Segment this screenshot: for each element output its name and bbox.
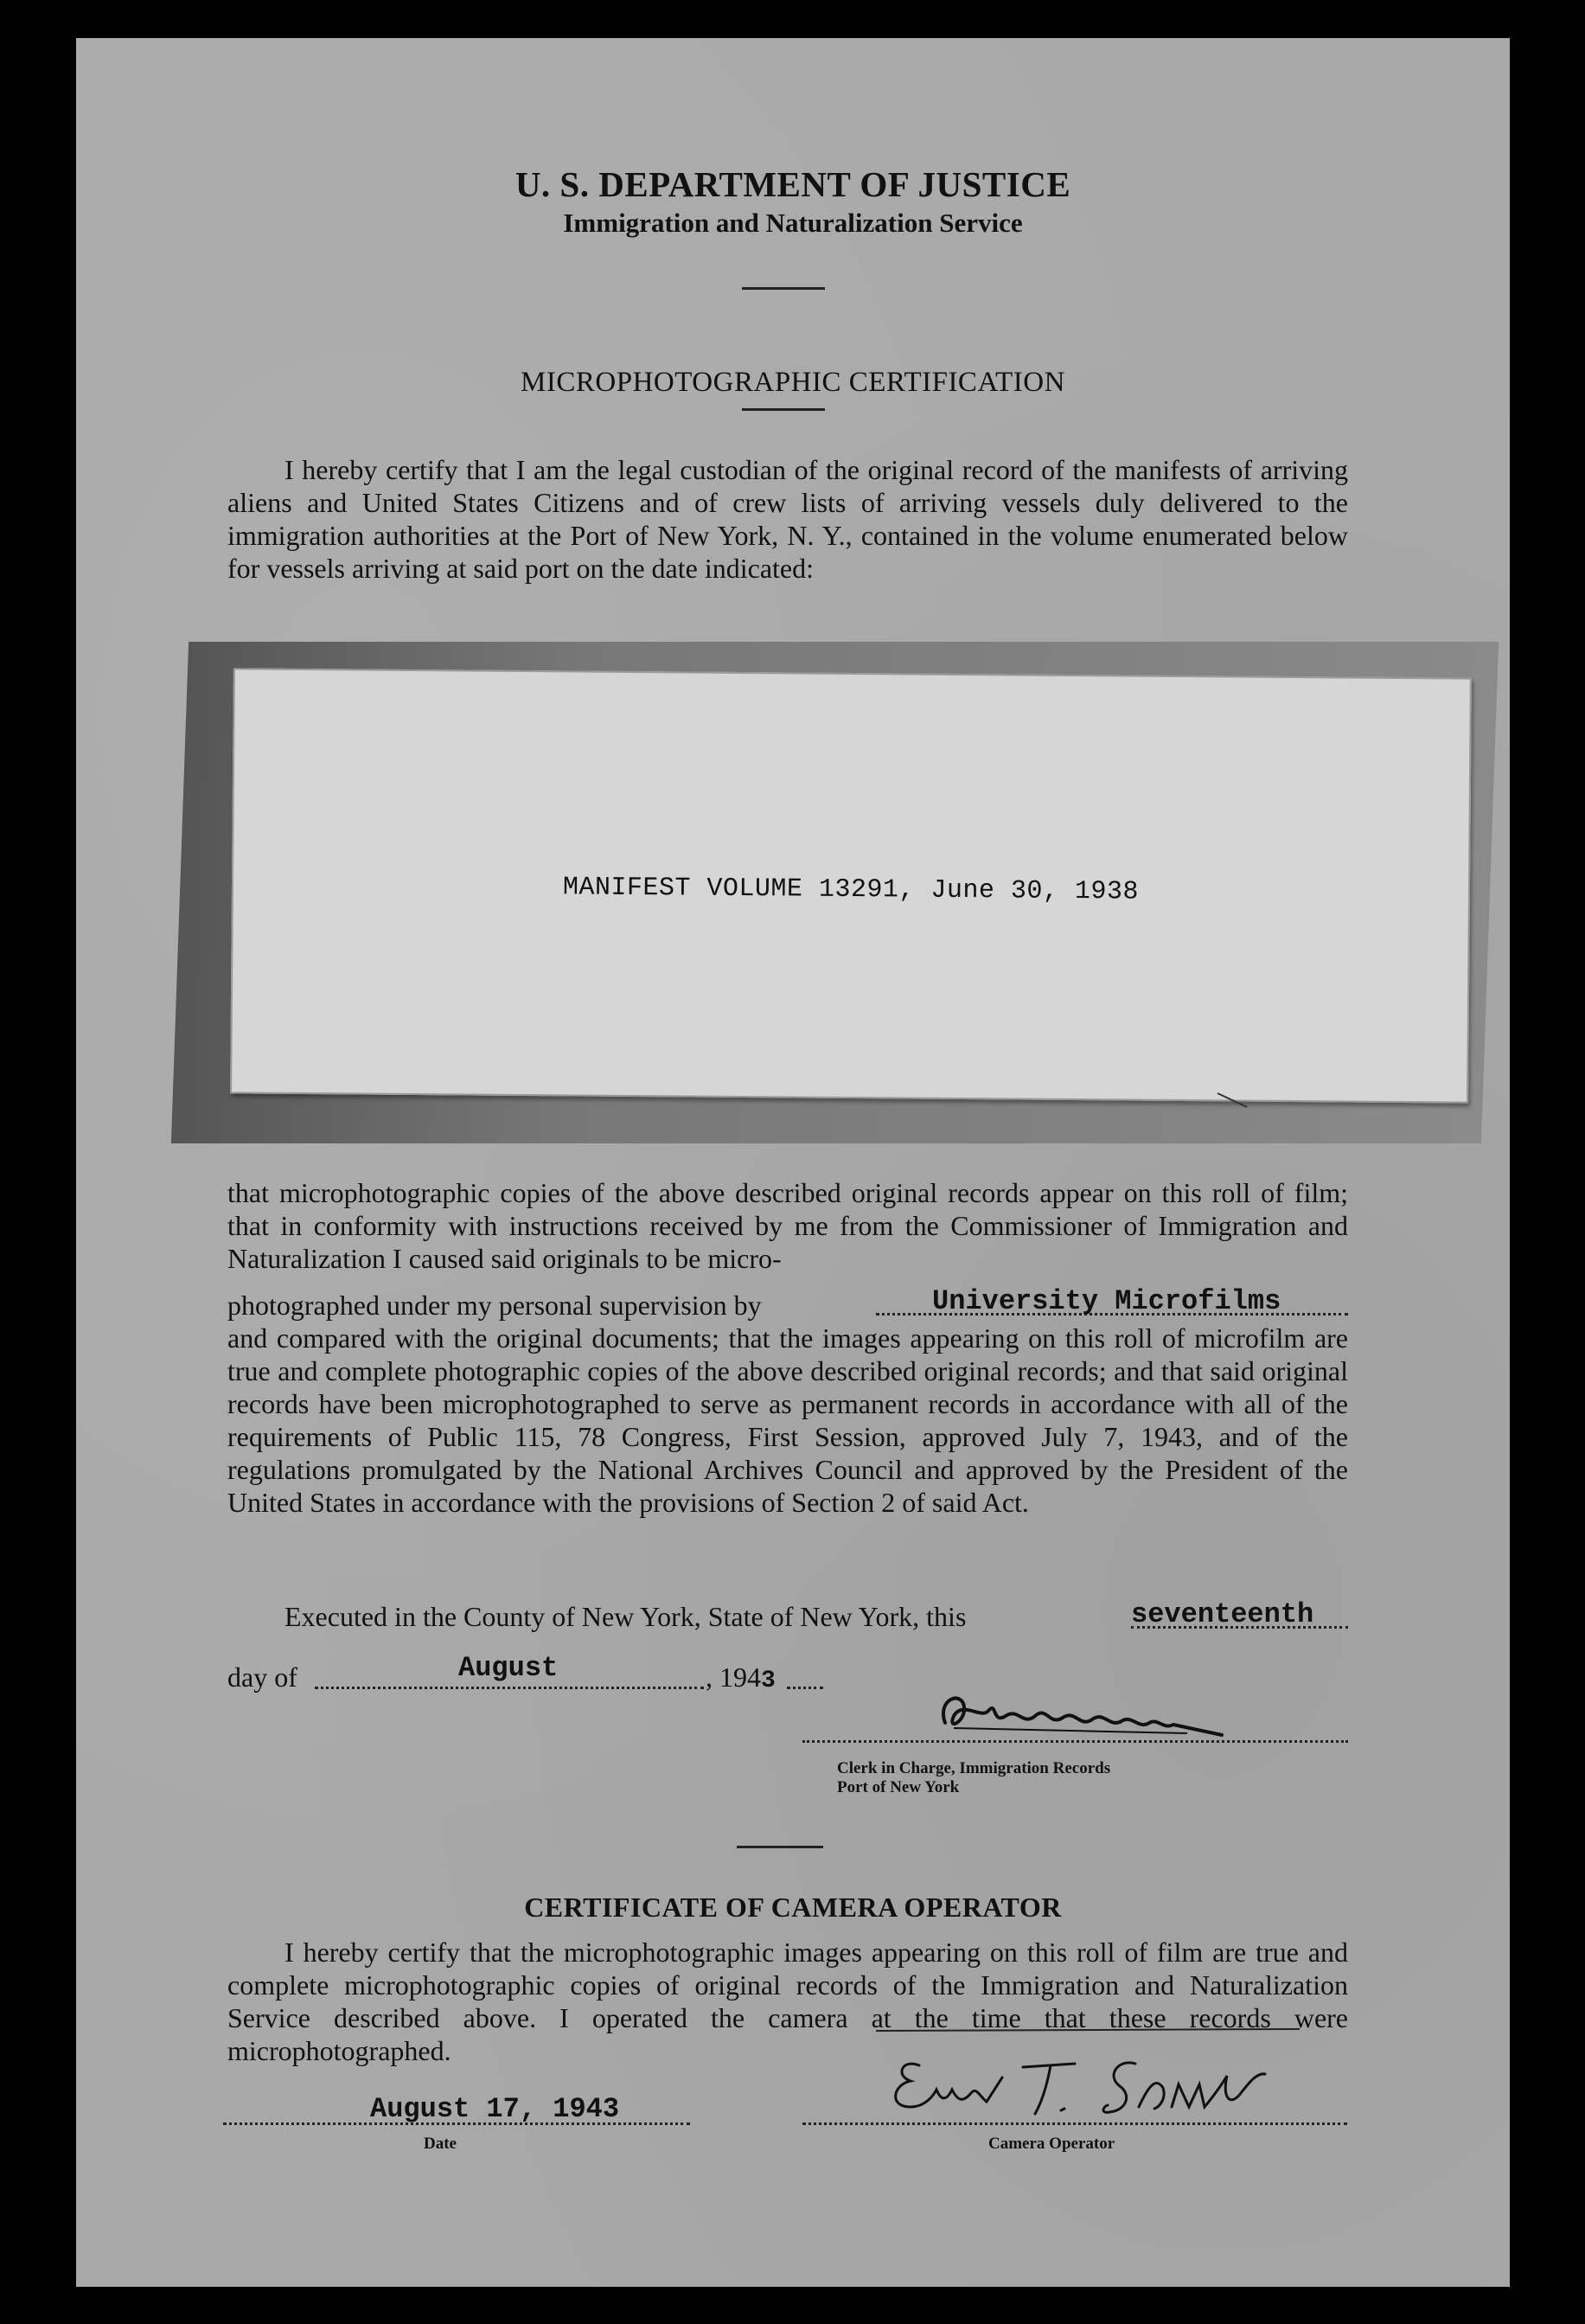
operator-heading: CERTIFICATE OF CAMERA OPERATOR <box>524 1892 1062 1923</box>
service-subtitle: Immigration and Naturalization Service <box>563 208 1023 238</box>
year-prefix: , 194 <box>706 1661 761 1693</box>
divider-rule <box>737 1846 823 1848</box>
operator-paragraph: I hereby certify that the microphotographic images appearing on this roll of film are true and complete microphotographic copies of original records of the Immigration and Naturalization Service described above. I operated the camera at the time that these records were microphotographed. <box>227 1937 1348 2066</box>
month-blank <box>315 1687 704 1689</box>
intro-paragraph: I hereby certify that I am the legal custodian of the original record of the manifests of arriving aliens and United States Citizens and of crew lists of arriving vessels duly delivered to the immigration authorities at the Port of New York, N. Y., contained in the volume enumerated below for vessels arriving at said port on the date indicated: <box>227 454 1348 584</box>
day-of-label: day of <box>227 1661 297 1693</box>
year-line <box>706 1661 776 1698</box>
photographed-by-value: University Microfilms <box>932 1285 1281 1317</box>
camera-operator-label: Camera Operator <box>988 2135 1115 2153</box>
clerk-signature-line <box>802 1740 1348 1743</box>
year-blank <box>787 1687 823 1689</box>
year-digit: 3 <box>761 1668 776 1694</box>
body-paragraph-part2: and compared with the original documents; that the images appearing on this roll of microfilm are true and complete photographic copies of the above described original records; and that said original records have been microphotographed to serve as permanent records in accordance with all of the requirements of Public 115, 78 Congress, First Session, approved July 7, 1943, and of the regulations promulgated by the National Archives Council and approved by the President of the United States in accordance with the provisions of Section 2 of said Act. <box>227 1322 1348 1518</box>
date-label: Date <box>424 2135 457 2153</box>
manifest-volume-text: MANIFEST VOLUME 13291, June 30, 1938 <box>562 873 1140 907</box>
department-title: U. S. DEPARTMENT OF JUSTICE <box>514 164 1071 204</box>
paper-crease-mark <box>1216 1092 1250 1111</box>
certificate-sheet <box>76 38 1510 2287</box>
operator-signature <box>850 2024 1317 2136</box>
signer-title-line2: Port of New York <box>837 1778 960 1796</box>
operator-signature-line <box>802 2122 1347 2125</box>
month-value: August <box>458 1652 559 1684</box>
divider-rule <box>742 408 825 411</box>
executed-prefix: Executed in the County of New York, State of New York, this <box>284 1601 967 1632</box>
certification-heading: MICROPHOTOGRAPHIC CERTIFICATION <box>521 367 1065 398</box>
signer-title-line1: Clerk in Charge, Immigration Records <box>837 1759 1111 1777</box>
divider-rule <box>742 287 825 290</box>
body-paragraph-part1: that microphotographic copies of the above described original records appear on this roll of film; that in conformity with instructions received by me from the Commissioner of Immigration and Naturalization I caused said originals to be micro- <box>227 1177 1348 1274</box>
photographed-by-line <box>227 1289 762 1322</box>
photographed-by-prefix: photographed under my personal supervision by <box>227 1290 762 1321</box>
executed-line <box>284 1600 966 1633</box>
executed-day-value: seventeenth <box>1131 1598 1314 1630</box>
date-value: August 17, 1943 <box>370 2093 620 2125</box>
manifest-slip <box>230 668 1472 1103</box>
